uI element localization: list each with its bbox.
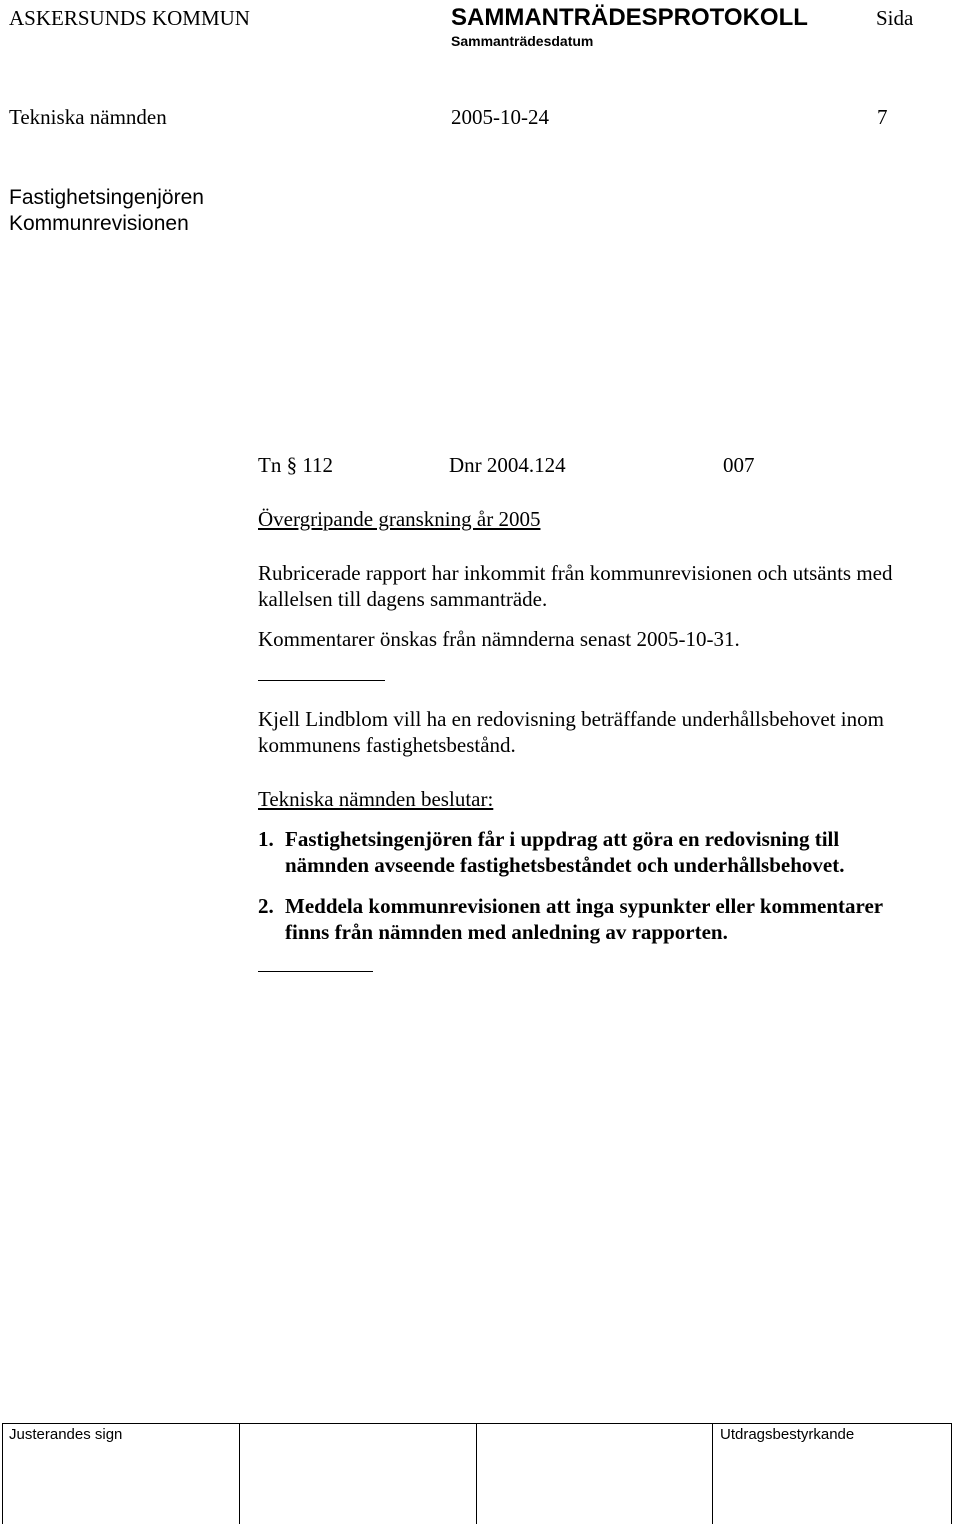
decision-item-line: nämnden avseende fastighetsbeståndet och underhållsbehovet. <box>285 853 845 877</box>
decision-heading: Tekniska nämnden beslutar: <box>258 787 494 811</box>
distribution-recipient: Fastighetsingenjören <box>9 186 204 209</box>
case-number: Dnr 2004.124 <box>449 453 566 477</box>
body-paragraph-line: kallelsen till dagens sammanträde. <box>258 587 548 611</box>
extract-certification-label: Utdragsbestyrkande <box>720 1426 855 1443</box>
footer-column-divider <box>476 1424 477 1524</box>
decision-item-line: finns från nämnden med anledning av rapporten. <box>285 920 728 944</box>
committee-name: Tekniska nämnden <box>9 105 167 129</box>
case-subject-heading: Övergripande granskning år 2005 <box>258 507 541 531</box>
meeting-date: 2005-10-24 <box>451 105 549 129</box>
section-divider <box>258 680 385 681</box>
body-paragraph-line: kommunens fastighetsbestånd. <box>258 733 516 757</box>
decision-item-number: 2. <box>258 894 274 918</box>
body-paragraph-line: Rubricerade rapport har inkommit från kommunrevisionen och utsänts med <box>258 561 893 585</box>
meeting-date-label: Sammanträdesdatum <box>451 33 594 49</box>
decision-item-line: Fastighetsingenjören får i uppdrag att göra en redovisning till <box>285 827 840 851</box>
document-type-title: SAMMANTRÄDESPROTOKOLL <box>451 4 808 31</box>
body-paragraph-line: Kjell Lindblom vill ha en redovisning beträffande underhållsbehovet inom <box>258 707 884 731</box>
case-code: 007 <box>723 453 755 477</box>
organization-name: ASKERSUNDS KOMMUN <box>9 6 250 30</box>
footer-column-divider <box>712 1424 713 1524</box>
decision-item-number: 1. <box>258 827 274 851</box>
page-label: Sida <box>876 6 914 30</box>
adjuster-signature-label: Justerandes sign <box>9 1426 123 1443</box>
section-divider <box>258 971 373 972</box>
paragraph-number: Tn § 112 <box>258 453 334 477</box>
footer-column-divider <box>239 1424 240 1524</box>
distribution-recipient: Kommunrevisionen <box>9 212 189 235</box>
page-number: 7 <box>877 105 888 129</box>
decision-item-line: Meddela kommunrevisionen att inga sypunkter eller kommentarer <box>285 894 884 918</box>
body-paragraph: Kommentarer önskas från nämnderna senast 2005-10-31. <box>258 627 740 651</box>
